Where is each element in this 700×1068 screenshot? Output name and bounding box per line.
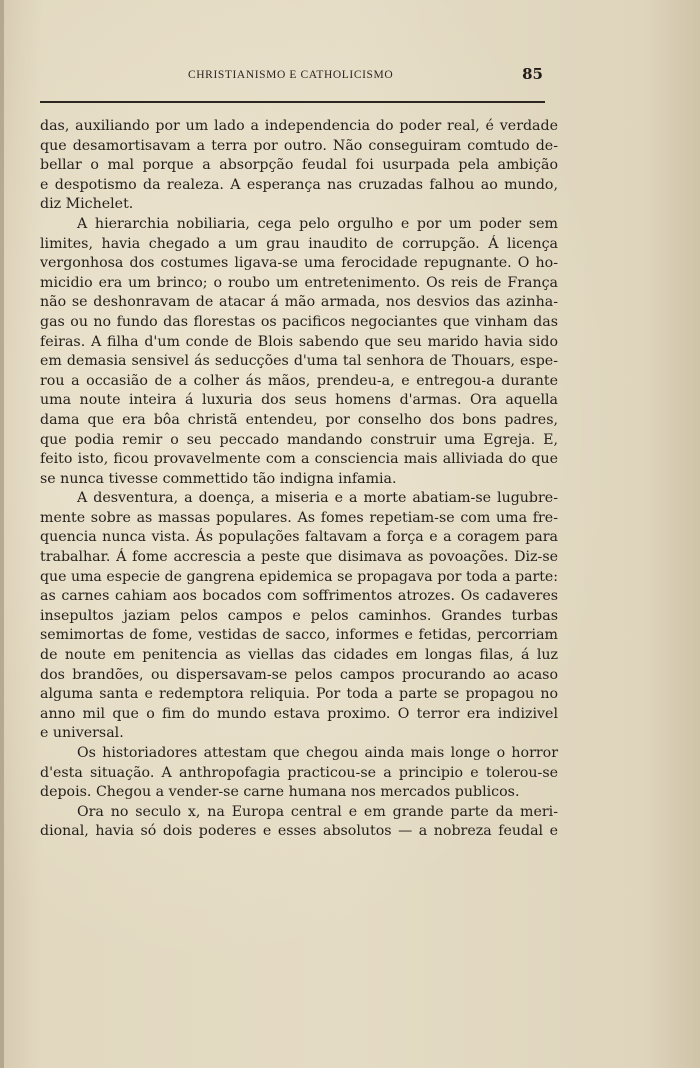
text-line: em demasia sensivel ás seducções d'uma tal senhora de Thouars, espe- xyxy=(40,353,558,370)
text-line: as carnes cahiam aos bocados com soffrimentos atrozes. Os cadaveres xyxy=(40,588,558,605)
text-line: mente sobre as massas populares. As fomes repetiam-se com uma fre- xyxy=(40,509,558,526)
text-line: diz Michelet. xyxy=(40,196,134,213)
text-line: e despotismo da realeza. A esperança nas cruzadas falhou ao mundo, xyxy=(40,176,558,193)
text-line: A desventura, a doença, a miseria e a morte abatiam-se lugubre- xyxy=(77,490,558,507)
text-line: A hierarchia nobiliaria, cega pelo orgulho e por um poder sem xyxy=(77,215,558,232)
text-line: gas ou no fundo das florestas os pacificos negociantes que vinham das xyxy=(40,313,558,330)
text-line: Os historiadores attestam que chegou ainda mais longe o horror xyxy=(77,745,558,761)
text-line: que desamortisavam a terra por outro. Não conseguiram comtudo de- xyxy=(40,137,558,154)
text-line: dama que era bôa christã entendeu, por conselho dos bons padres, xyxy=(40,411,558,428)
text-line: que uma especie de gangrena epidemica se propagava por toda a parte: xyxy=(40,568,558,585)
text-line: feiras. A filha d'um conde de Blois sabendo que seu marido havia sido xyxy=(40,333,558,350)
text-line: trabalhar. Á fome accrescia a peste que disimava as povoações. Diz-se xyxy=(40,549,558,566)
text-line: limites, havia chegado a um grau inaudito de corrupção. Á licença xyxy=(40,235,558,252)
text-line: anno mil que o fim do mundo estava proximo. O terror era indizivel xyxy=(40,705,558,722)
text-line: rou a occasião de a colher ás mãos, prendeu-a, e entregou-a durante xyxy=(40,372,558,389)
running-title: CHRISTIANISMO E CATHOLICISMO xyxy=(188,69,394,81)
text-line: de noute em penitencia as viellas das cidades em longas filas, á luz xyxy=(40,647,558,664)
text-line: bellar o mal porque a absorpção feudal foi usurpada pela ambição xyxy=(40,157,558,174)
text-line: d'esta situação. A anthropofagia practicou-se a principio e tolerou-se xyxy=(40,764,558,781)
text-line: feito isto, ficou provavelmente com a consciencia mais alliviada do que xyxy=(40,451,558,468)
page-number: 85 xyxy=(522,65,543,83)
text-line: alguma santa e redemptora reliquia. Por toda a parte se propagou no xyxy=(40,686,558,703)
text-line: e universal. xyxy=(40,725,124,742)
text-line: das, auxiliando por um lado a independencia do poder real, é verdade xyxy=(40,118,558,134)
text-line: dos brandões, ou dispersavam-se pelos campos procurando ao acaso xyxy=(40,666,558,683)
body-text xyxy=(40,117,558,842)
text-line: que podia remir o seu peccado mandando construir uma Egreja. E, xyxy=(40,431,558,448)
running-header xyxy=(40,66,545,86)
text-line: uma noute inteira á luxuria dos seus homens d'armas. Ora aquella xyxy=(40,392,558,409)
text-line: insepultos jaziam pelos campos e pelos caminhos. Grandes turbas xyxy=(40,607,558,624)
text-line: micidio era um brinco; o roubo um entretenimento. Os reis de França xyxy=(40,274,558,291)
text-line: vergonhosa dos costumes ligava-se uma ferocidade repugnante. O ho- xyxy=(40,255,558,272)
text-line: quencia nunca vista. Ás populações faltavam a força e a coragem para xyxy=(40,529,558,546)
text-line: semimortas de fome, vestidas de sacco, informes e fetidas, percorriam xyxy=(40,627,558,644)
text-line: depois. Chegou a vender-se carne humana nos mercados publicos. xyxy=(40,784,520,801)
text-line: dional, havia só dois poderes e esses absolutos — a nobreza feudal e xyxy=(40,823,558,840)
text-line: Ora no seculo x, na Europa central e em grande parte da meri- xyxy=(77,803,558,820)
text-line: se nunca tivesse commettido tão indigna infamia. xyxy=(40,470,397,487)
text-line: não se deshonravam de atacar á mão armada, nos desvios das azinha- xyxy=(40,294,558,311)
header-rule xyxy=(40,101,545,103)
page-edge xyxy=(0,0,4,1068)
